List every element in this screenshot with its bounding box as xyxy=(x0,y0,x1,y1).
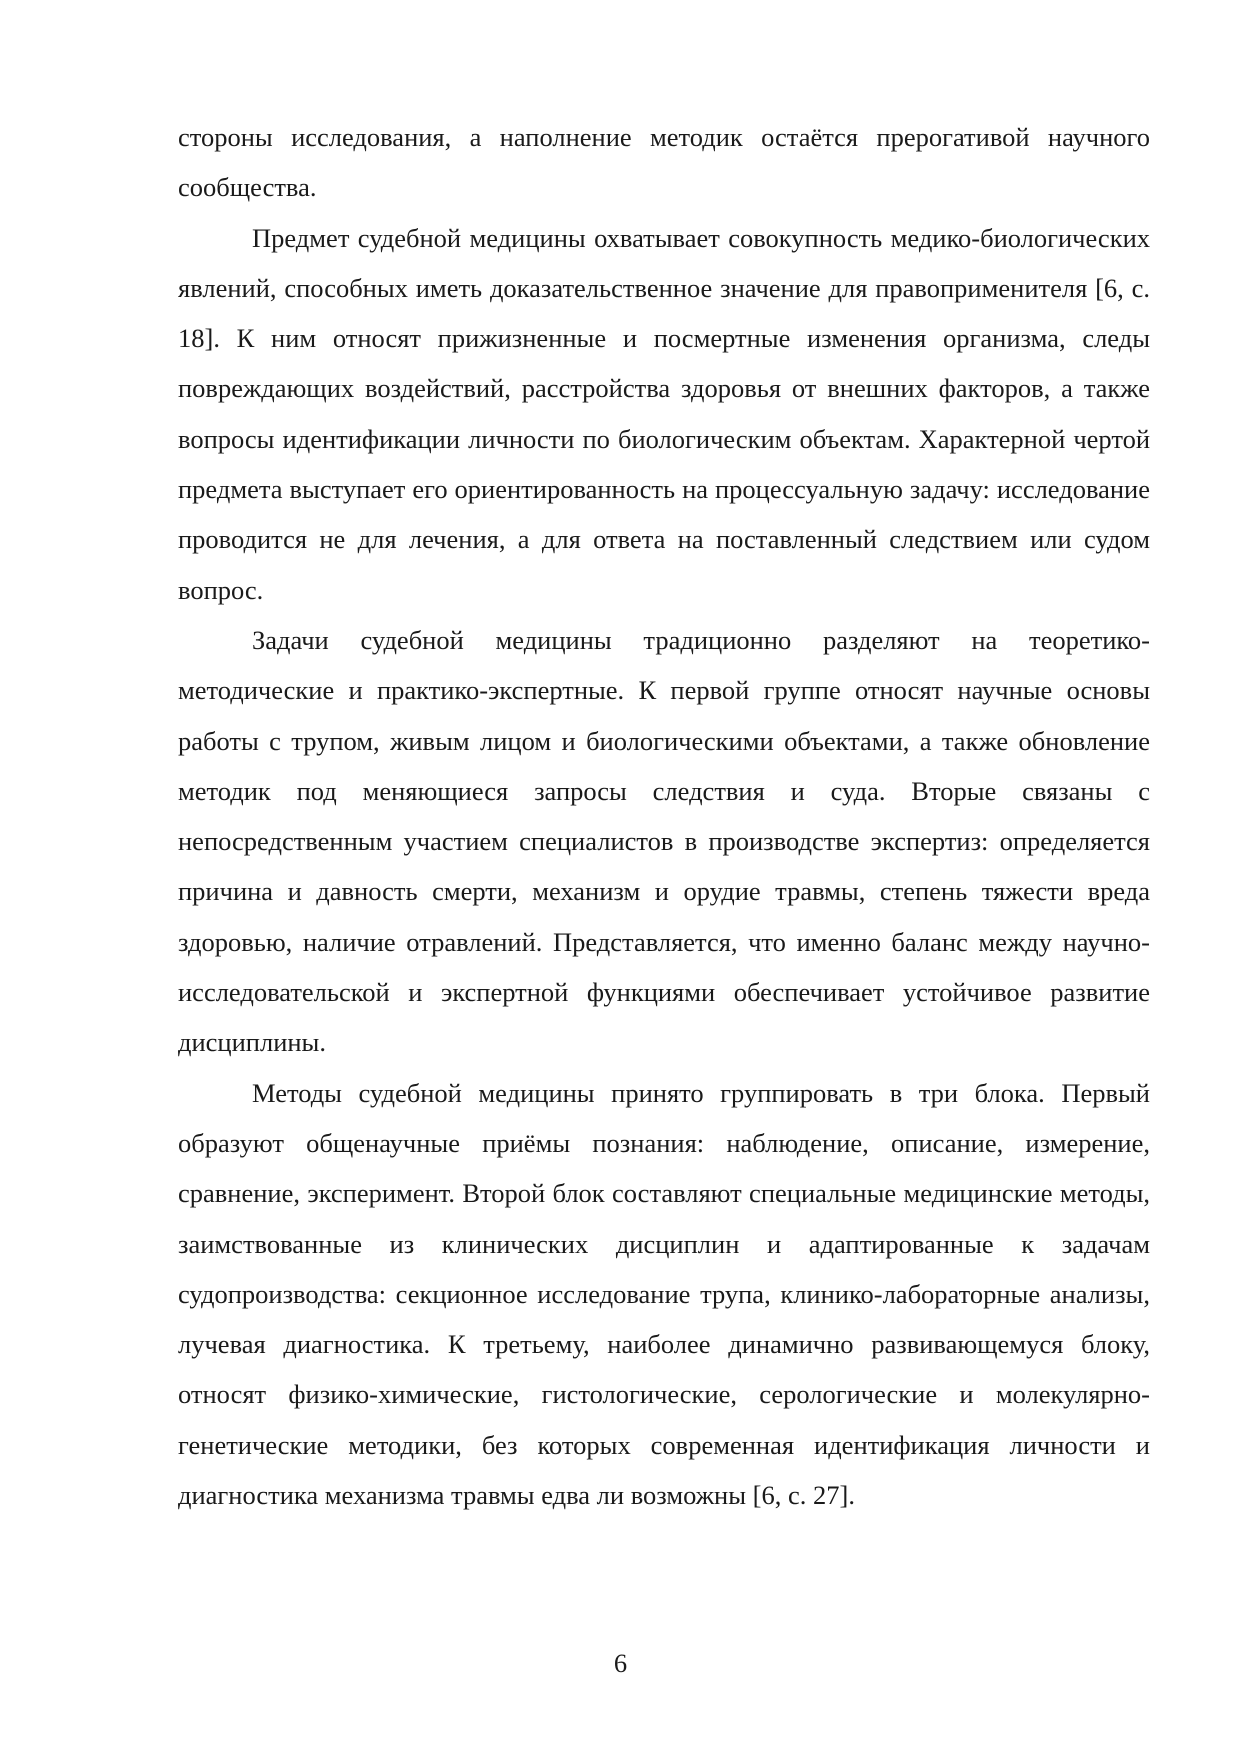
paragraph-subject: Предмет судебной медицины охватывает совокупность медико-биологических явлений, способных иметь доказательственное значение для правоприменителя [6, с. 18]. К ним относят прижизненные и посмертные изменения организма, следы повреждающих воздействий, расстройства здоровья от внешних факторов, а также вопросы идентификации личности по биологическим объектам. Характерной чертой предмета выступает его ориентированность на процессуальную задачу: исследование проводится не для лечения, а для ответа на поставленный следствием или судом вопрос. xyxy=(178,222,1150,605)
paragraph-continuation: стороны исследования, а наполнение методик остаётся прерогативой научного сообщества. xyxy=(178,122,1150,203)
paragraph-methods: Методы судебной медицины принято группировать в три блока. Первый образуют общенаучные приёмы познания: наблюдение, описание, измерение, сравнение, эксперимент. Второй блок составляют специальные медицинские методы, заимствованные из клинических дисциплин и адаптированные к задачам судопроизводства: секционное исследование трупа, клинико-лабораторные анализы, лучевая диагностика. К третьему, наиболее динамично развивающемуся блоку, относят физико-химические, гистологические, серологические и молекулярно-генетические методики, без которых современная идентификация личности и диагностика механизма травмы едва ли возможны [6, с. 27]. xyxy=(178,1077,1150,1511)
page-number: 6 xyxy=(613,1648,628,1678)
body-text xyxy=(178,112,1150,1520)
paragraph-tasks: Задачи судебной медицины традиционно разделяют на теоретико-методические и практико-экспертные. К первой группе относят научные основы работы с трупом, живым лицом и биологическими объектами, а также обновление методик под меняющиеся запросы следствия и суда. Вторые связаны с непосредственным участием специалистов в производстве экспертиз: определяется причина и давность смерти, механизм и орудие травмы, степень тяжести вреда здоровью, наличие отравлений. Представляется, что именно баланс между научно-исследовательской и экспертной функциями обеспечивает устойчивое развитие дисциплины. xyxy=(178,624,1150,1058)
